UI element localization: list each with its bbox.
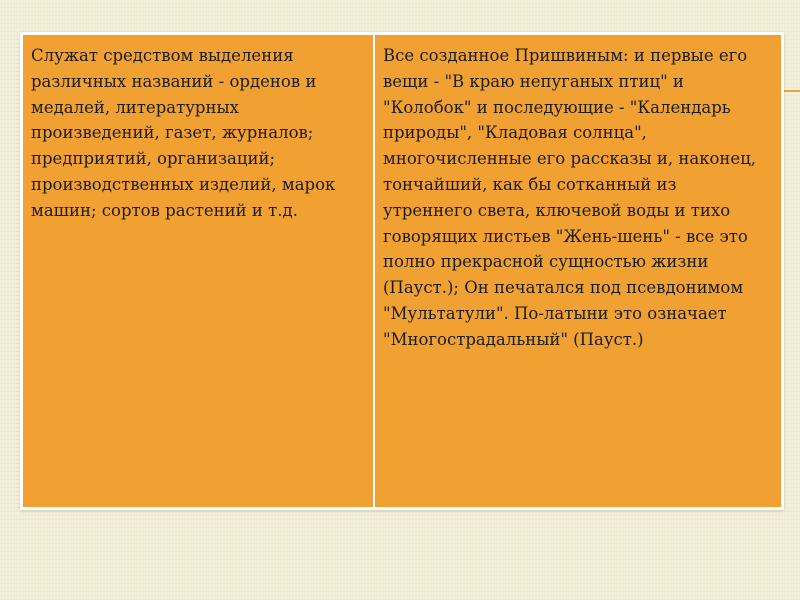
decorative-accent-line [784, 90, 800, 92]
table-cell-left: Служат средством выделения различных названий - орденов и медалей, литературных произведений, газет, журналов; предприятий, организаций; производственных изделий, марок машин; сортов растений и т.д. [22, 34, 374, 508]
content-table-frame [20, 32, 784, 510]
content-table [21, 33, 783, 509]
table-cell-right: Все созданное Пришвиным: и первые его вещи - "В краю непуганых птиц" и "Колобок" и последующие - "Календарь природы", "Кладовая солнца", многочисленные его рассказы и, наконец, тончайший, как бы сотканный из утреннего света, ключевой воды и тихо говорящих листьев "Жень-шень" - все это полно прекрасной сущностью жизни (Пауст.); Он печатался под псевдонимом "Мультатули". По-латыни это означает "Многострадальный" (Пауст.) [374, 34, 782, 508]
table-row [22, 34, 782, 508]
